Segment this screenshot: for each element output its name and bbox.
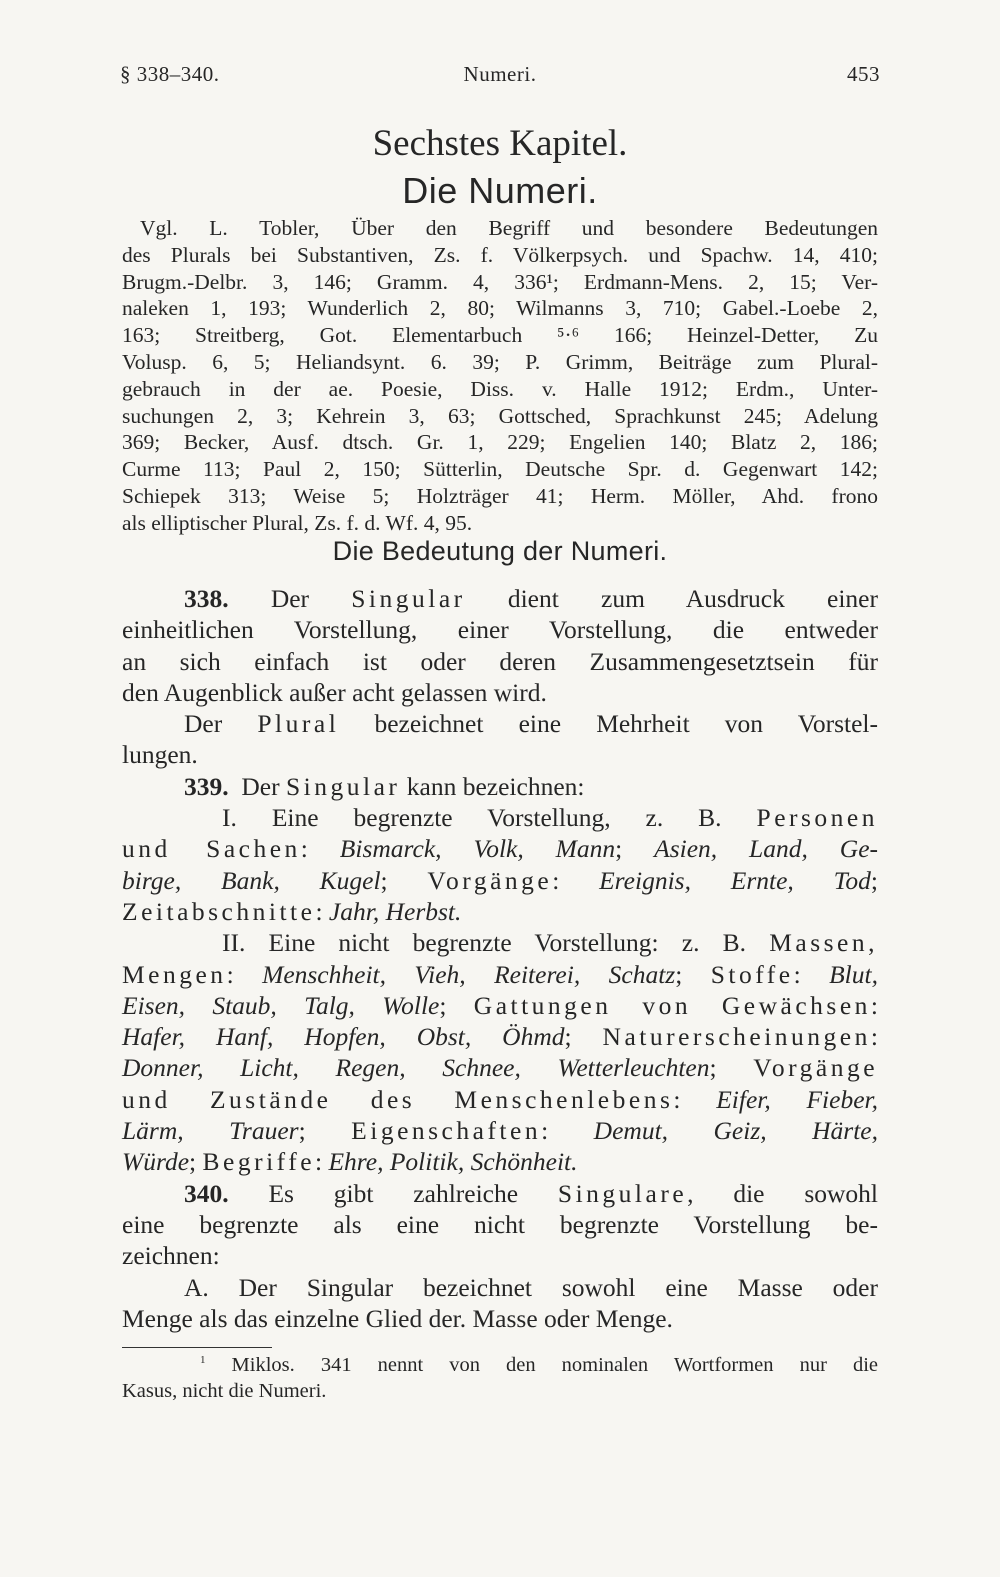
main-title: Die Numeri. <box>402 170 598 211</box>
paragraph-339-line: II. Eine nicht begrenzte Vorstellung: z. B. Massen, <box>222 928 878 958</box>
footnote-line: Kasus, nicht die Numeri. <box>122 1380 327 1402</box>
footnote <box>122 1352 878 1404</box>
literature-line: als elliptischer Plural, Zs. f. d. Wf. 4, 95. <box>122 510 473 535</box>
paragraph-339-line: Hafer, Hanf, Hopfen, Obst, Öhmd; Naturerscheinungen: <box>122 1022 878 1052</box>
paragraph-338-line: Der Plural bezeichnet eine Mehrheit von Vorstel- <box>184 709 879 739</box>
literature-line: Curme 113; Paul 2, 150; Sütterlin, Deutsche Spr. d. Gegenwart 142; <box>122 457 878 482</box>
paragraph-340-line: zeichnen: <box>122 1241 220 1271</box>
literature-line: Vgl. L. Tobler, Über den Begriff und besondere Bedeutungen <box>140 216 878 240</box>
paragraph-339-line: 339. Der Singular kann bezeichnen: <box>184 771 585 801</box>
running-title: Numeri. <box>463 62 537 86</box>
section-title: Die Bedeutung der Numeri. <box>332 536 668 566</box>
paragraph-339-line: Zeitabschnitte: Jahr, Herbst. <box>122 896 462 926</box>
literature-line: naleken 1, 193; Wunderlich 2, 80; Wilmanns 3, 710; Gabel.-Loebe 2, <box>122 296 878 321</box>
footnote-rule <box>122 1347 272 1348</box>
paragraph-339-line: Würde; Begriffe: Ehre, Politik, Schönheit. <box>122 1147 578 1177</box>
paragraph-339-line: I. Eine begrenzte Vorstellung, z. B. Personen <box>222 803 878 833</box>
section-range: § 338–340. <box>120 62 220 86</box>
paragraph-340-line: eine begrenzte als eine nicht begrenzte Vorstellung be- <box>122 1209 878 1239</box>
paragraph-number: 339. <box>184 771 229 801</box>
paragraph-339-line: und Zustände des Menschenlebens: Eifer, Fieber, <box>122 1084 878 1114</box>
paragraph-339-line: und Sachen: Bismarck, Volk, Mann; Asien, Land, Ge- <box>122 834 878 864</box>
literature-line: gebrauch in der ae. Poesie, Diss. v. Halle 1912; Erdm., Unter- <box>122 376 878 401</box>
body-text <box>122 583 878 1334</box>
paragraph-339-line: Lärm, Trauer; Eigenschaften: Demut, Geiz, Härte, <box>122 1116 878 1146</box>
paragraph-339-line: birge, Bank, Kugel; Vorgänge: Ereignis, Ernte, Tod; <box>122 865 879 895</box>
literature-line: Volusp. 6, 5; Heliandsynt. 6. 39; P. Grimm, Beiträge zum Plural- <box>122 349 878 374</box>
paragraph-338-line: den Augenblick außer acht gelassen wird. <box>122 677 547 707</box>
paragraph-338-line: an sich einfach ist oder deren Zusammengesetztsein für <box>122 646 878 676</box>
paragraph-339-line: Donner, Licht, Regen, Schnee, Wetterleuchten; Vorgänge <box>122 1053 879 1083</box>
paragraph-338-line: einheitlichen Vorstellung, einer Vorstellung, die entweder <box>122 615 878 645</box>
literature-line: des Plurals bei Substantiven, Zs. f. Völkerpsych. und Spachw. 14, 410; <box>122 242 878 267</box>
paragraph-338-line: lungen. <box>122 740 198 770</box>
paragraph-340-line: A. Der Singular bezeichnet sowohl eine Masse oder <box>184 1272 878 1302</box>
paragraph-339-line: Eisen, Staub, Talg, Wolle; Gattungen von Gewächsen: <box>122 990 878 1020</box>
footnote-line: $^1$ Miklos. 341 nennt von den nominalen Wortformen nur die <box>200 1354 878 1376</box>
page-number: 453 <box>847 62 880 86</box>
literature-line: suchungen 2, 3; Kehrein 3, 63; Gottsched, Sprachkunst 245; Adelung <box>122 403 878 428</box>
paragraph-340-line: 340. Es gibt zahlreiche Singulare, die sowohl <box>184 1178 879 1208</box>
paragraph-number: 340. <box>184 1178 229 1208</box>
chapter-title: Sechstes Kapitel. <box>372 123 628 164</box>
literature-line: Brugm.-Delbr. 3, 146; Gramm. 4, 336¹; Erdmann-Mens. 2, 15; Ver- <box>122 269 878 294</box>
running-header <box>120 62 880 92</box>
literature-line: 163; Streitberg, Got. Elementarbuch ⁵·⁶ 166; Heinzel-Detter, Zu <box>122 323 878 348</box>
paragraph-339-line: Mengen: Menschheit, Vieh, Reiterei, Schatz; Stoffe: Blut, <box>122 959 878 989</box>
paragraph-number: 338. <box>184 584 229 613</box>
literature-references <box>122 215 878 537</box>
literature-line: 369; Becker, Ausf. dtsch. Gr. 1, 229; Engelien 140; Blatz 2, 186; <box>122 430 878 455</box>
paragraph-338-line: 338. Der Singular dient zum Ausdruck einer <box>184 584 878 613</box>
paragraph-340-line: Menge als das einzelne Glied der. Masse oder Menge. <box>122 1303 673 1333</box>
literature-line: Schiepek 313; Weise 5; Holzträger 41; Herm. Möller, Ahd. frono <box>122 483 878 508</box>
footnote-marker: 1 <box>200 1354 206 1367</box>
